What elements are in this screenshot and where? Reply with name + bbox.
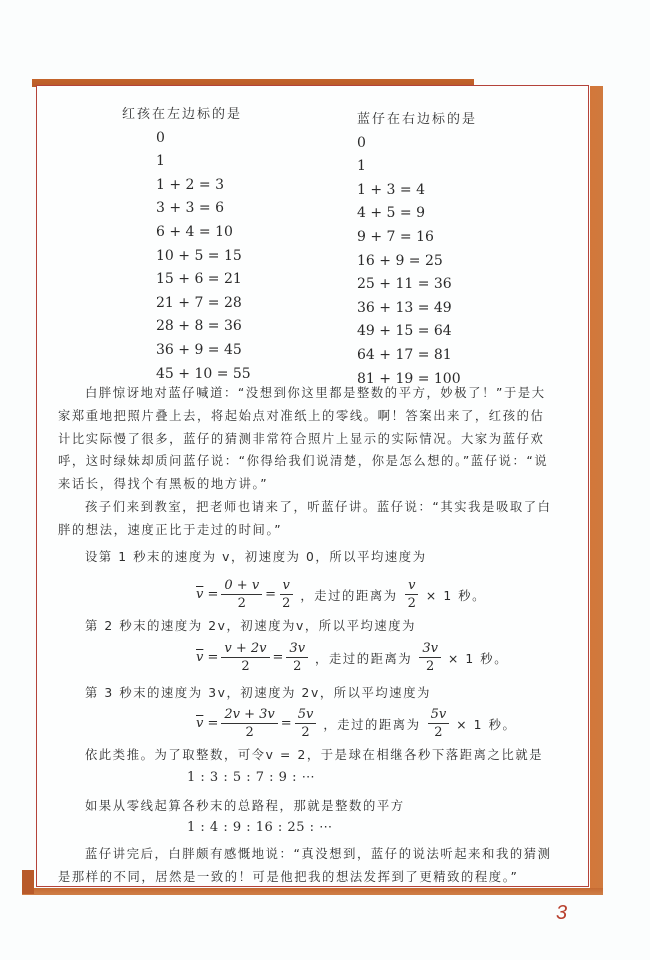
left-equation: 1 + 2 = 3: [156, 176, 224, 193]
ratio-squares: 1 : 4 : 9 : 16 : 25 : ⋯: [187, 820, 333, 835]
right-equation: 16 + 9 = 25: [357, 252, 443, 269]
fraction: [405, 577, 419, 612]
left-equation: 3 + 3 = 6: [156, 200, 224, 217]
paragraph-conclusion: 蓝仔讲完后，白胖颇有感慨地说：“真没想到，蓝仔的说法听起来和我的猜测是那样的不同，居然是一致的！可是他把我的想法发挥到了更精致的程度。”: [58, 847, 552, 884]
formula-text: ，走过的距离为: [323, 717, 421, 732]
formula-average-speed-1: $\overline{v}$ = $\frac{0 + v}{2}$ = $\frac{v}{2}$ ，走过的距离为 $\frac{v}{2}$ × 1 秒。: [196, 578, 487, 611]
formula-tail: × 1 秒。: [425, 588, 487, 603]
right-column-heading: 蓝仔在右边标的是: [357, 112, 478, 127]
right-equation: 0: [357, 134, 366, 151]
right-equation: 4 + 5 = 9: [357, 205, 425, 222]
fraction: [419, 640, 441, 675]
right-equation: 49 + 15 = 64: [357, 323, 452, 340]
numerator: 5v: [428, 706, 450, 724]
right-equation: 81 + 19 = 100: [357, 370, 461, 387]
right-equation: 64 + 17 = 81: [357, 346, 452, 363]
formula-text: ，走过的距离为: [300, 588, 398, 603]
fraction: [221, 640, 269, 675]
numerator: 2v + 3v: [221, 706, 277, 724]
ratio-odd-numbers: 1 : 3 : 5 : 7 : 9 : ⋯: [187, 770, 316, 785]
formula-average-speed-3: $\overline{v}$ = $\frac{2v + 3v}{2}$ = $\frac{5v}{2}$ ，走过的距离为 $\frac{5v}{2}$ × 1 秒。: [196, 707, 517, 740]
numerator: 3v: [419, 640, 441, 658]
left-equation: 6 + 4 = 10: [156, 223, 233, 240]
left-equation: 28 + 8 = 36: [156, 318, 242, 335]
paragraph-total-distance: 如果从零线起算各秒末的总路程，那就是整数的平方: [85, 799, 405, 813]
left-equation: 15 + 6 = 21: [156, 271, 242, 288]
right-column-lan-zai: [357, 108, 477, 391]
left-column-hong-hai: [122, 103, 251, 386]
paragraph-analogy: 依此类推。为了取整数，可令v = 2，于是球在相继各秒下落距离之比就是: [85, 748, 544, 762]
right-equation: 36 + 13 = 49: [357, 299, 452, 316]
left-equation: 0: [156, 129, 165, 146]
paragraph-second-1: 设第 1 秒末的速度为 v，初速度为 0，所以平均速度为: [85, 550, 427, 564]
formula-average-speed-2: $\overline{v}$ = $\frac{v + 2v}{2}$ = $\frac{3v}{2}$ ，走过的距离为 $\frac{3v}{2}$ × 1 秒。: [196, 641, 509, 674]
fraction: [286, 640, 308, 675]
denominator: 2: [237, 596, 246, 611]
left-equation: 1: [156, 153, 165, 170]
v-bar: $\overline{v}$: [196, 650, 204, 665]
fraction: [295, 706, 317, 741]
denominator: 2: [282, 596, 291, 611]
v-bar: $\overline{v}$: [196, 587, 204, 602]
left-equation: 36 + 9 = 45: [156, 341, 242, 358]
numerator: 5v: [295, 706, 317, 724]
right-equation: 25 + 11 = 36: [357, 276, 452, 293]
denominator: 2: [293, 659, 302, 674]
denominator: 2: [407, 596, 416, 611]
paragraph-second-2: 第 2 秒末的速度为 2v，初速度为v，所以平均速度为: [85, 619, 417, 633]
numerator: 3v: [286, 640, 308, 658]
denominator: 2: [241, 659, 250, 674]
denominator: 2: [434, 725, 443, 740]
numerator: v: [405, 577, 418, 595]
paragraph-bai-pang-exclaims: 白胖惊讶地对蓝仔喊道：“没想到你这里都是整数的平方，妙极了！”于是大家郑重地把照片叠上去，将起始点对准纸上的零线。啊！答案出来了，红孩的估计比实际慢了很多，蓝仔的猜测非常符合照片上显示的实际情况。大家为蓝仔欢呼，这时绿妹却质问蓝仔说：“你得给我们说清楚，你是怎么想的。”蓝仔说：“说来话长，得找个有黑板的地方讲。”: [58, 386, 549, 492]
left-equation: 10 + 5 = 15: [156, 247, 242, 264]
denominator: 2: [245, 725, 254, 740]
frame-shadow-bottom: [22, 888, 603, 895]
frame-shadow-right: [590, 86, 603, 894]
fraction: [428, 706, 450, 741]
formula-tail: × 1 秒。: [456, 717, 517, 732]
formula-tail: × 1 秒。: [447, 651, 509, 666]
left-equation: 45 + 10 = 55: [156, 365, 251, 382]
paragraph-classroom: 孩子们来到教室，把老师也请来了，听蓝仔讲。蓝仔说：“其实我是吸取了白胖的想法，速度正比于走过的时间。”: [58, 500, 552, 537]
left-column-heading: 红孩在左边标的是: [122, 107, 243, 122]
fraction: [279, 577, 293, 612]
numerator: v + 2v: [221, 640, 269, 658]
fraction: [221, 577, 262, 612]
numerator: v: [280, 577, 293, 595]
right-equation: 1 + 3 = 4: [357, 181, 425, 198]
page-number: 3: [556, 902, 568, 924]
numerator: 0 + v: [221, 577, 262, 595]
frame-shadow-corner: [22, 870, 34, 894]
paragraph-second-3: 第 3 秒末的速度为 3v，初速度为 2v，所以平均速度为: [85, 686, 431, 700]
fraction: [221, 706, 277, 741]
denominator: 2: [426, 659, 435, 674]
left-equation: 21 + 7 = 28: [156, 294, 242, 311]
right-equation: 9 + 7 = 16: [357, 228, 434, 245]
denominator: 2: [301, 725, 310, 740]
right-equation: 1: [357, 158, 366, 175]
v-bar: $\overline{v}$: [196, 716, 204, 731]
formula-text: ，走过的距离为: [315, 651, 413, 666]
